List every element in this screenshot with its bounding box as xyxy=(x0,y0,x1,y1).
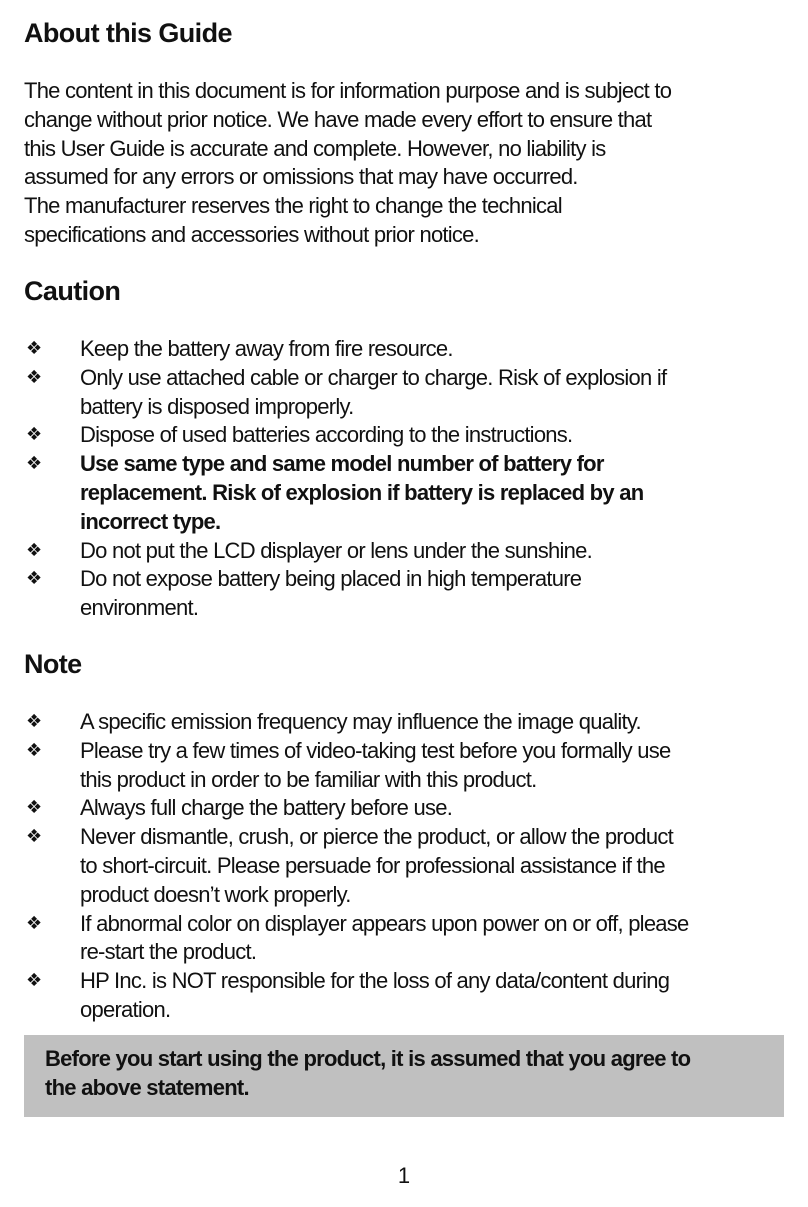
text-line: Never dismantle, crush, or pierce the product, or allow the product xyxy=(80,824,673,850)
text-line: The manufacturer reserves the right to change the technical xyxy=(24,193,562,219)
text-line: this User Guide is accurate and complete. However, no liability is xyxy=(24,135,606,161)
text-line: A specific emission frequency may influence the image quality. xyxy=(80,709,641,734)
text-line: Dispose of used batteries according to the instructions. xyxy=(80,422,573,448)
about-paragraph xyxy=(24,77,671,250)
text-line: specifications and accessories without prior notice. xyxy=(24,221,480,247)
text-line: Always full charge the battery before use. xyxy=(80,795,453,821)
diamond-bullet-icon: ❖ xyxy=(26,338,42,359)
text-line: environment. xyxy=(80,595,199,621)
text-line: battery is disposed improperly. xyxy=(80,393,354,419)
text-line: HP Inc. is NOT responsible for the loss of any data/content during xyxy=(80,968,670,994)
caution-list xyxy=(24,335,784,623)
diamond-bullet-icon: ❖ xyxy=(26,366,42,388)
statement-box xyxy=(24,1035,784,1117)
text-line: incorrect type. xyxy=(80,508,221,534)
note-list-item xyxy=(24,794,784,823)
caution-list-item xyxy=(24,421,784,450)
note-list-item xyxy=(24,823,784,909)
text-line: Do not put the LCD displayer or lens under the sunshine. xyxy=(80,537,592,563)
note-list xyxy=(24,708,784,1025)
text-line: the above statement. xyxy=(45,1074,249,1100)
caution-list-item xyxy=(24,537,784,566)
text-line: operation. xyxy=(80,996,171,1022)
note-list-item xyxy=(24,910,784,968)
text-line: re-start the product. xyxy=(80,939,257,965)
text-line: this product in order to be familiar with this product. xyxy=(80,766,537,792)
diamond-bullet-icon: ❖ xyxy=(26,711,42,732)
note-heading: Note xyxy=(24,649,82,679)
text-line: Do not expose battery being placed in high temperature xyxy=(80,566,582,592)
diamond-bullet-icon: ❖ xyxy=(26,424,42,446)
diamond-bullet-icon: ❖ xyxy=(26,826,42,848)
statement-text xyxy=(45,1045,690,1103)
page-number: 1 xyxy=(397,1163,411,1188)
text-line: product doesn’t work properly. xyxy=(80,881,351,907)
text-line: replacement. Risk of explosion if battery is replaced by an xyxy=(80,479,644,505)
caution-list-item xyxy=(24,364,784,422)
text-line: Before you start using the product, it is assumed that you agree to xyxy=(45,1046,691,1071)
note-list-item xyxy=(24,708,784,737)
diamond-bullet-icon: ❖ xyxy=(26,568,42,590)
diamond-bullet-icon: ❖ xyxy=(26,453,42,475)
diamond-bullet-icon: ❖ xyxy=(26,739,42,761)
caution-list-item xyxy=(24,335,784,364)
text-line: assumed for any errors or omissions that may have occurred. xyxy=(24,164,578,190)
text-line: Keep the battery away from fire resource. xyxy=(80,336,453,361)
caution-list-item xyxy=(24,450,784,536)
text-line: If abnormal color on displayer appears upon power on or off, please xyxy=(80,910,689,936)
note-list-item xyxy=(24,967,784,1025)
text-line: Only use attached cable or charger to charge. Risk of explosion if xyxy=(80,364,667,390)
caution-list-item xyxy=(24,565,784,623)
caution-heading: Caution xyxy=(24,276,121,306)
text-line: The content in this document is for information purpose and is subject to xyxy=(24,78,672,103)
text-line: change without prior notice. We have made every effort to ensure that xyxy=(24,106,652,132)
diamond-bullet-icon: ❖ xyxy=(26,970,42,992)
diamond-bullet-icon: ❖ xyxy=(26,539,42,561)
about-heading: About this Guide xyxy=(24,18,232,48)
note-list-item xyxy=(24,737,784,795)
diamond-bullet-icon: ❖ xyxy=(26,912,42,934)
text-line: Use same type and same model number of battery for xyxy=(80,451,604,477)
text-line: Please try a few times of video-taking test before you formally use xyxy=(80,737,671,763)
text-line: to short-circuit. Please persuade for professional assistance if the xyxy=(80,852,665,878)
diamond-bullet-icon: ❖ xyxy=(26,797,42,819)
